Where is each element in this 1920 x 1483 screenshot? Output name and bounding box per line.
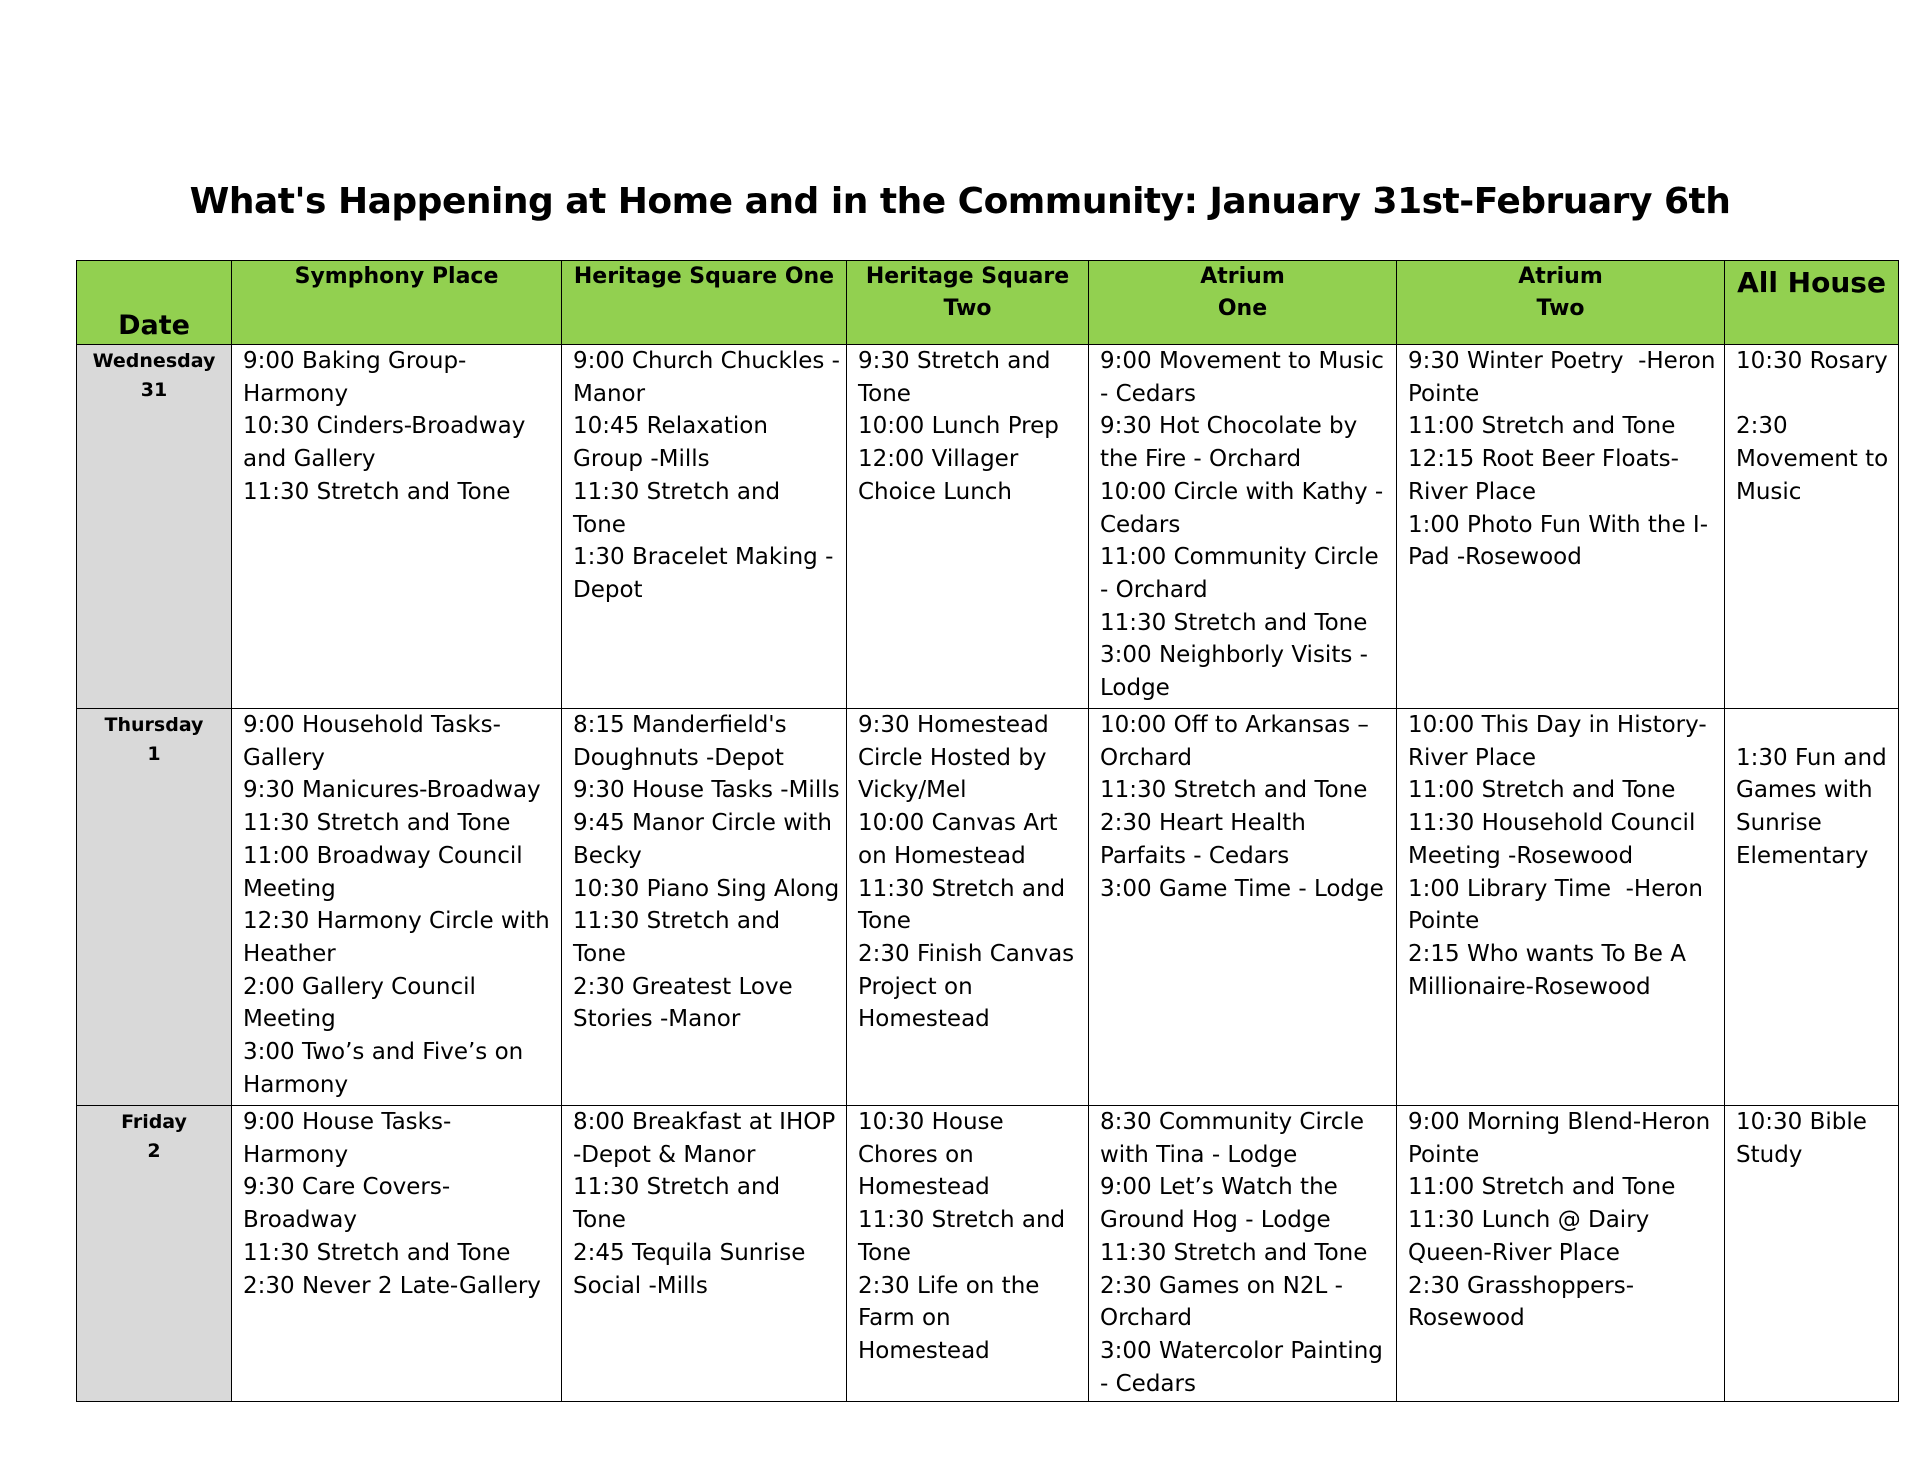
day-name: Thursday (104, 714, 204, 736)
column-header-atrium-two: Atrium Two (1397, 261, 1725, 345)
event-item: 2:30 Greatest Love Stories -Manor (573, 973, 801, 1033)
event-item: 11:30 Stretch and Tone (573, 1174, 788, 1234)
event-item: 10:00 Circle with Kathy - Cedars (1100, 478, 1391, 538)
event-item (1736, 709, 1892, 742)
table-row (77, 1106, 1899, 1402)
event-item: 10:30 Cinders-Broadway and Gallery (243, 413, 533, 473)
date-cell (77, 345, 232, 709)
event-item: 11:30 Stretch and Tone (858, 1207, 1073, 1266)
event-item: 2:30 Movement to Music (1736, 413, 1896, 505)
events-cell-all-house (1725, 709, 1899, 1106)
event-item: 2:30 Finish Canvas Project on Homestead (858, 940, 1082, 1033)
event-item: 11:30 Household Council Meeting -Rosewood (1408, 810, 1703, 869)
event-item: 12:15 Root Beer Floats-River Place (1408, 446, 1679, 505)
day-name: Wednesday (92, 350, 216, 372)
event-item: 1:30 Bracelet Making - Depot (573, 544, 841, 603)
events-cell-heritage-square-one (562, 1106, 847, 1402)
event-item: 9:30 Care Covers-Broadway (243, 1174, 451, 1234)
date-cell (77, 709, 232, 1106)
event-item: 10:30 Rosary (1736, 348, 1888, 374)
events-cell-atrium-one (1089, 345, 1397, 709)
events-cell-heritage-square-two (847, 1106, 1089, 1402)
event-item: 9:00 Let’s Watch the Ground Hog - Lodge (1100, 1174, 1346, 1234)
page-title: What's Happening at Home and in the Community: January 31st-February 6th (189, 181, 1731, 222)
event-item: 8:30 Community Circle with Tina - Lodge (1100, 1109, 1372, 1168)
event-item (1736, 378, 1892, 411)
event-item: 12:30 Harmony Circle with Heather (243, 908, 558, 967)
events-cell-symphony-place (232, 345, 562, 709)
event-item: 10:30 Bible Study (1736, 1109, 1875, 1168)
event-item: 2:30 Life on the Farm on Homestead (858, 1272, 1047, 1364)
day-number: 1 (147, 743, 161, 765)
event-item: 3:00 Game Time - Lodge (1100, 875, 1384, 902)
event-item: 10:30 Piano Sing Along (573, 875, 840, 902)
event-item: 3:00 Watercolor Painting - Cedars (1100, 1337, 1391, 1397)
day-number: 31 (140, 379, 168, 401)
event-item: 10:00 Lunch Prep (858, 413, 1059, 440)
event-item: 11:00 Community Circle - Orchard (1100, 544, 1386, 603)
event-item: 12:00 Villager Choice Lunch (858, 446, 1026, 505)
event-item: 11:00 Broadway Council Meeting (243, 842, 530, 902)
event-item: 8:00 Breakfast at IHOP -Depot & Manor (573, 1109, 843, 1168)
events-cell-atrium-two (1397, 709, 1725, 1106)
event-item: 10:30 House Chores on Homestead (858, 1109, 1011, 1201)
event-item: 2:30 Heart Health Parfaits - Cedars (1100, 810, 1314, 869)
column-header-symphony-place: Symphony Place (232, 261, 562, 345)
event-item: 10:00 Off to Arkansas – Orchard (1100, 712, 1377, 771)
event-item: 11:30 Lunch @ Dairy Queen-River Place (1408, 1207, 1657, 1266)
events-cell-symphony-place (232, 1106, 562, 1402)
date-cell (77, 1106, 232, 1402)
event-item: 2:00 Gallery Council Meeting (243, 973, 484, 1033)
event-item: 9:00 House Tasks-Harmony (243, 1109, 452, 1168)
event-item: 1:00 Photo Fun With the I-Pad -Rosewood (1408, 511, 1708, 571)
events-cell-heritage-square-two (847, 345, 1089, 709)
event-item: 11:30 Stretch and Tone (243, 1239, 511, 1266)
event-item: 3:00 Two’s and Five’s on Harmony (243, 1039, 531, 1098)
table-row (77, 345, 1899, 709)
events-cell-atrium-one (1089, 709, 1397, 1106)
events-cell-all-house (1725, 345, 1899, 709)
event-item: 9:00 Church Chuckles - Manor (573, 348, 848, 407)
day-number: 2 (147, 1140, 161, 1162)
event-item: 11:30 Stretch and Tone (858, 875, 1073, 935)
column-header-all-house: All House (1725, 261, 1899, 345)
event-item: 9:00 Baking Group-Harmony (243, 348, 467, 407)
event-item: 11:30 Stretch and Tone (1100, 777, 1368, 804)
event-item: 11:00 Stretch and Tone (1408, 1174, 1676, 1201)
event-item: 9:30 Stretch and Tone (858, 348, 1058, 407)
event-item: 10:00 Canvas Art on Homestead (858, 810, 1065, 869)
event-item: 2:30 Games on N2L - Orchard (1100, 1272, 1351, 1332)
event-item: 2:30 Never 2 Late-Gallery (243, 1272, 541, 1299)
event-item: 2:30 Grasshoppers-Rosewood (1408, 1272, 1635, 1332)
column-header-heritage-square-two: Heritage Square Two (847, 261, 1089, 345)
event-item: 1:00 Library Time -Heron Pointe (1408, 875, 1711, 935)
events-cell-heritage-square-one (562, 345, 847, 709)
day-name: Friday (121, 1111, 187, 1133)
event-item: 11:30 Stretch and Tone (1100, 1239, 1368, 1266)
event-item: 11:30 Stretch and Tone (573, 908, 788, 967)
schedule-body (77, 345, 1899, 1402)
event-item: 2:45 Tequila Sunrise Social -Mills (573, 1239, 813, 1299)
event-item: 11:30 Stretch and Tone (243, 810, 511, 837)
event-item: 11:30 Stretch and Tone (1100, 609, 1368, 636)
event-item: 1:30 Fun and Games with Sunrise Elementary (1736, 744, 1894, 869)
events-cell-atrium-one (1089, 1106, 1397, 1402)
event-item: 11:30 Stretch and Tone (573, 478, 788, 538)
table-row (77, 709, 1899, 1106)
event-item: 9:30 Hot Chocolate by the Fire - Orchard (1100, 413, 1365, 473)
event-item: 9:45 Manor Circle with Becky (573, 810, 840, 869)
event-item: 9:30 Homestead Circle Hosted by Vicky/Mel (858, 712, 1057, 804)
event-item: 11:00 Stretch and Tone (1408, 413, 1676, 440)
events-cell-symphony-place (232, 709, 562, 1106)
column-header-heritage-square-one: Heritage Square One (562, 261, 847, 345)
events-cell-atrium-two (1397, 345, 1725, 709)
event-item: 8:15 Manderfield's Doughnuts -Depot (573, 712, 794, 771)
event-item: 9:00 Household Tasks-Gallery (243, 712, 501, 771)
event-item: 9:30 Manicures-Broadway (243, 777, 541, 804)
event-item: 9:00 Morning Blend-Heron Pointe (1408, 1109, 1718, 1168)
column-header-date: Date (77, 261, 232, 345)
event-item: 9:00 Movement to Music - Cedars (1100, 348, 1392, 407)
event-item: 11:30 Stretch and Tone (243, 478, 511, 505)
header-row (77, 261, 1899, 345)
schedule-table (76, 260, 1899, 1402)
event-item: 9:30 Winter Poetry -Heron Pointe (1408, 348, 1723, 407)
event-item: 10:45 Relaxation Group -Mills (573, 413, 776, 473)
event-item: 10:00 This Day in History- River Place (1408, 712, 1714, 771)
events-cell-heritage-square-two (847, 709, 1089, 1106)
events-cell-atrium-two (1397, 1106, 1725, 1402)
event-item: 2:15 Who wants To Be A Millionaire-Rosewood (1408, 940, 1694, 1000)
events-cell-heritage-square-one (562, 709, 847, 1106)
events-cell-all-house (1725, 1106, 1899, 1402)
event-item: 11:00 Stretch and Tone (1408, 777, 1676, 804)
event-item: 9:30 House Tasks -Mills (573, 777, 840, 804)
event-item: 3:00 Neighborly Visits - Lodge (1100, 642, 1376, 702)
column-header-atrium-one: Atrium One (1089, 261, 1397, 345)
